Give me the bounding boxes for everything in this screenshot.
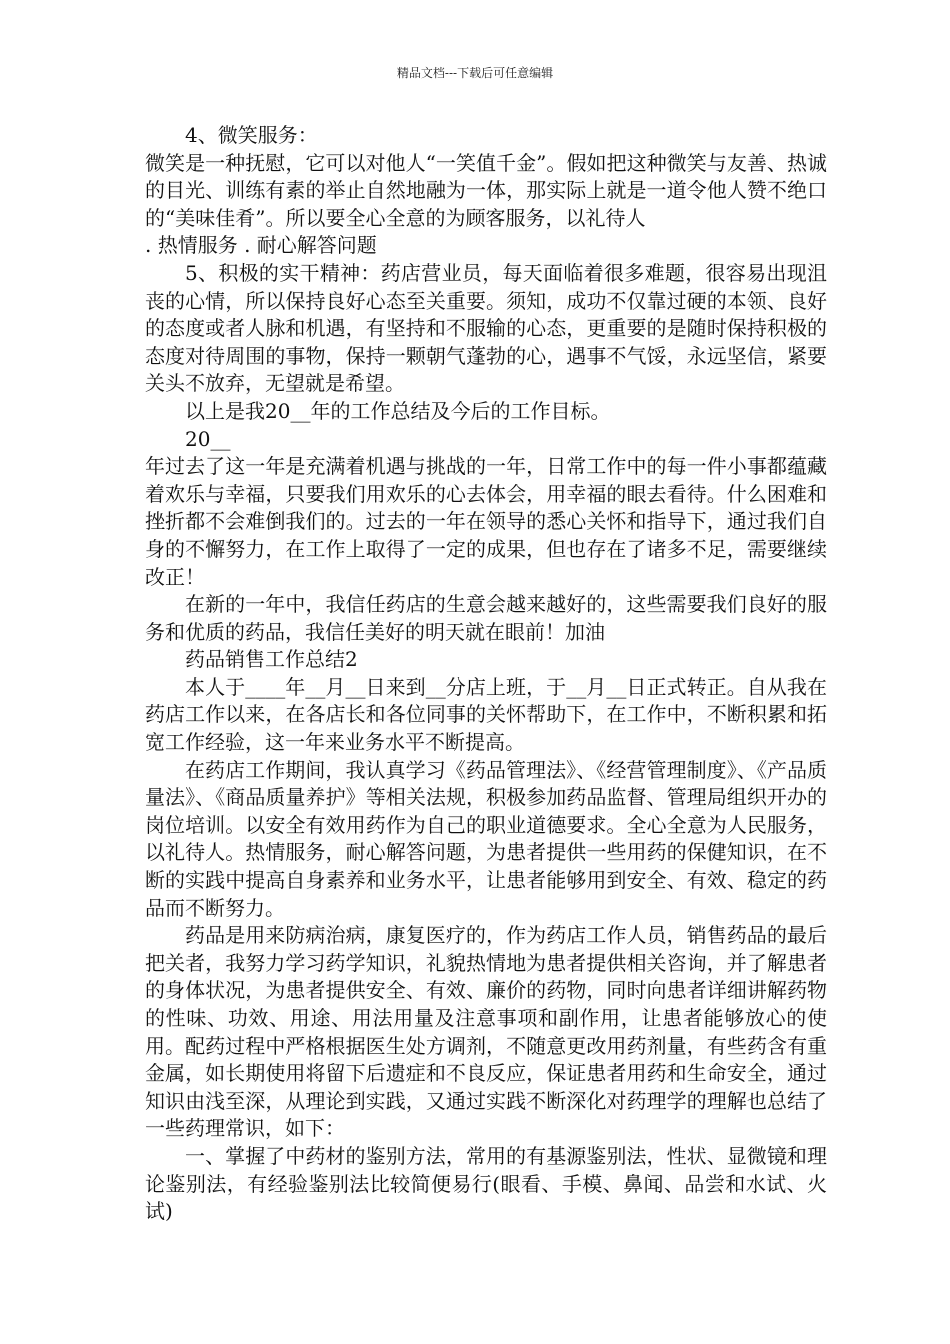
paragraph-year: 20__: [185, 426, 231, 451]
paragraph-pharmacy-role: 药品是用来防病治病，康复医疗的，作为药店工作人员，销售药品的最后把关者，我努力学习药学知识，礼貌热情地为患者提供相关咨询，并了解患者的身体状况，为患者提供安全、有效、廉价的药物，同时向患者详细讲解药物的性味、功效、用途、用法用量及注意事项和副作用，让患者能够放心的使用。配药过程中严格根据医生处方调剂，不随意更改用药剂量，有些药含有重金属，如长期使用将留下后遗症和不良反应，保证患者用药和生命安全，通过知识由浅至深，从理论到实践，又通过实践不断深化对药理学的理解也总结了一些药理常识，如下：: [145, 923, 827, 1141]
paragraph-year-review: 年过去了这一年是充满着机遇与挑战的一年，日常工作中的每一件小事都蕴藏着欢乐与幸福，只要我们用欢乐的心去体会，用幸福的眼去看待。什么困难和挫折都不会难倒我们的。过去的一年在领导的悉心关怀和指导下，通过我们自身的不懈努力，在工作上取得了一定的成果，但也存在了诸多不足，需要继续改正！: [145, 454, 827, 589]
document-body: [145, 122, 827, 1226]
paragraph-smile-service: 微笑是一种抚慰，它可以对他人“一笑值千金”。假如把这种微笑与友善、热诚的目光、训练有素的举止自然地融为一体，那实际上就是一道令他人赞不绝口的“美味佳肴”。所以要全心全意的为顾客服务，以礼待人: [145, 150, 827, 230]
page-header: 精品文档---下载后可任意编辑: [396, 66, 554, 80]
paragraph-smile-service-heading: 4、微笑服务：: [185, 123, 318, 147]
paragraph-start-work: 本人于____年__月__日来到__分店上班，于__月__日正式转正。自从我在药店工作以来，在各店长和各位同事的关怀帮助下，在工作中，不断积累和拓宽工作经验，这一年来业务水平不断提高。: [145, 674, 827, 755]
section-title: 药品销售工作总结2: [185, 647, 358, 672]
paragraph-herb-identification: 一、掌握了中药材的鉴别方法，常用的有基源鉴别法，性状、显微镜和理论鉴别法，有经验鉴别法比较简便易行(眼看、手模、鼻闻、品尝和水试、火试): [145, 1143, 827, 1224]
paragraph-positive-spirit: 5、积极的实干精神：药店营业员，每天面临着很多难题，很容易出现沮丧的心情，所以保持良好心态至关重要。须知，成功不仅靠过硬的本领、良好的态度或者人脉和机遇，有坚持和不服输的心态，更重要的是随时保持积极的态度对待周围的事物，保持一颗朝气蓬勃的心，遇事不气馁，永远坚信，紧要关头不放弃，无望就是希望。: [145, 260, 827, 396]
paragraph-new-year: 在新的一年中，我信任药店的生意会越来越好的，这些需要我们良好的服务和优质的药品，我信任美好的明天就在眼前！加油: [145, 592, 827, 644]
paragraph-summary-closing: 以上是我20__年的工作总结及今后的工作目标。: [185, 398, 611, 423]
paragraph-warm-service: . 热情服务 . 耐心解答问题: [145, 233, 377, 258]
paragraph-study-laws: 在药店工作期间，我认真学习《药品管理法》、《经营管理制度》、《产品质量法》、《商品质量养护》等相关法规，积极参加药品监督、管理局组织开办的岗位培训。以安全有效用药作为自己的职业道德要求。全心全意为人民服务，以礼待人。热情服务，耐心解答问题，为患者提供一些用药的保健知识，在不断的实践中提高自身素养和业务水平，让患者能够用到安全、有效、稳定的药品而不断努力。: [145, 757, 827, 920]
